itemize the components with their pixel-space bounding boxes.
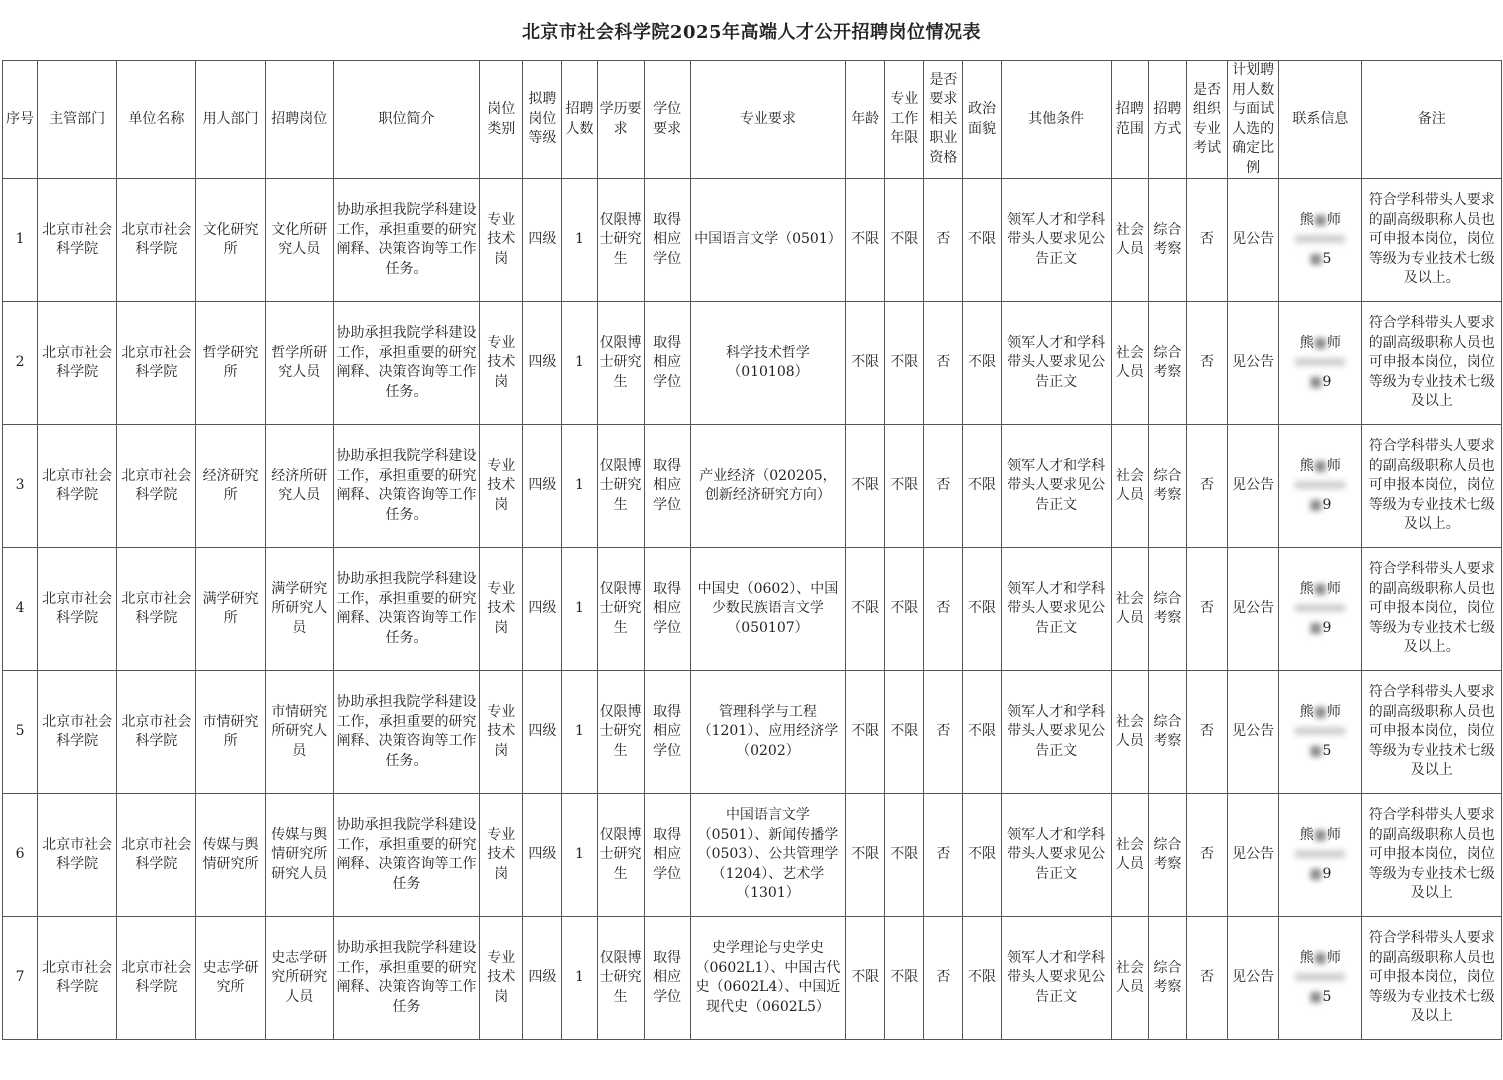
- cell-count: 1: [562, 548, 597, 671]
- header-cell: 是否组织专业考试: [1186, 61, 1227, 179]
- cell-ratio: 见公告: [1228, 425, 1279, 548]
- cell-education: 仅限博士研究生: [597, 425, 644, 548]
- header-cell: 用人部门: [196, 61, 265, 179]
- cell-post: 满学研究所研究人员: [265, 548, 333, 671]
- cell-contact: [1279, 917, 1362, 1040]
- cell-scope: 社会人员: [1111, 302, 1148, 425]
- contact-tail: 9: [1322, 619, 1332, 636]
- header-cell: 其他条件: [1001, 61, 1111, 179]
- cell-degree: 取得相应学位: [644, 302, 690, 425]
- cell-other: 领军人才和学科带头人要求见公告正文: [1001, 671, 1111, 794]
- cell-major: 管理科学与工程（1201）、应用经济学（0202）: [690, 671, 845, 794]
- cell-no: 2: [3, 302, 38, 425]
- cell-no: 5: [3, 671, 38, 794]
- contact-tail: 5: [1322, 742, 1332, 759]
- cell-degree: 取得相应学位: [644, 548, 690, 671]
- redacted-mark: ■: [1313, 826, 1327, 843]
- cell-no: 4: [3, 548, 38, 671]
- cell-ratio: 见公告: [1228, 302, 1279, 425]
- cell-unit: 北京市社会科学院: [117, 179, 196, 302]
- cell-remark: 符合学科带头人要求的副高级职称人员也可申报本岗位，岗位等级为专业技术七级及以上。: [1362, 548, 1502, 671]
- cell-count: 1: [562, 425, 597, 548]
- cell-supervisor: 北京市社会科学院: [38, 917, 117, 1040]
- cell-ratio: 见公告: [1228, 179, 1279, 302]
- cell-count: 1: [562, 794, 597, 917]
- header-cell: 联系信息: [1279, 61, 1362, 179]
- cell-dept: 文化研究所: [196, 179, 265, 302]
- cell-category: 专业技术岗: [480, 671, 523, 794]
- cell-qualification: 否: [924, 671, 963, 794]
- cell-scope: 社会人员: [1111, 794, 1148, 917]
- cell-category: 专业技术岗: [480, 179, 523, 302]
- contact-surname: 熊: [1299, 826, 1314, 843]
- cell-level: 四级: [523, 425, 562, 548]
- cell-category: 专业技术岗: [480, 548, 523, 671]
- cell-political: 不限: [963, 917, 1001, 1040]
- redacted-phone: [1295, 727, 1345, 735]
- cell-remark: 符合学科带头人要求的副高级职称人员也可申报本岗位，岗位等级为专业技术七级及以上: [1362, 794, 1502, 917]
- cell-remark: 符合学科带头人要求的副高级职称人员也可申报本岗位，岗位等级为专业技术七级及以上。: [1362, 179, 1502, 302]
- cell-age: 不限: [846, 794, 885, 917]
- cell-dept: 史志学研究所: [196, 917, 265, 1040]
- redacted-mark: ■: [1313, 211, 1327, 228]
- cell-contact: [1279, 548, 1362, 671]
- cell-post: 市情研究所研究人员: [265, 671, 333, 794]
- cell-qualification: 否: [924, 425, 963, 548]
- header-cell: 政治面貌: [963, 61, 1001, 179]
- cell-exam: 否: [1186, 794, 1227, 917]
- cell-years: 不限: [885, 794, 924, 917]
- table-row: [3, 179, 1502, 302]
- cell-dept: 经济研究所: [196, 425, 265, 548]
- cell-political: 不限: [963, 671, 1001, 794]
- cell-intro: 协助承担我院学科建设工作，承担重要的研究阐释、决策咨询等工作任务。: [333, 671, 479, 794]
- contact-title: 师: [1326, 703, 1341, 720]
- redacted-mark: ■: [1313, 334, 1327, 351]
- cell-political: 不限: [963, 794, 1001, 917]
- header-cell: 招聘岗位: [265, 61, 333, 179]
- cell-level: 四级: [523, 671, 562, 794]
- cell-intro: 协助承担我院学科建设工作，承担重要的研究阐释、决策咨询等工作任务。: [333, 179, 479, 302]
- cell-post: 哲学所研究人员: [265, 302, 333, 425]
- header-cell: 拟聘岗位等级: [523, 61, 562, 179]
- redacted-mark: ■: [1313, 580, 1327, 597]
- cell-count: 1: [562, 671, 597, 794]
- cell-category: 专业技术岗: [480, 917, 523, 1040]
- cell-remark: 符合学科带头人要求的副高级职称人员也可申报本岗位，岗位等级为专业技术七级及以上: [1362, 671, 1502, 794]
- cell-age: 不限: [846, 917, 885, 1040]
- cell-method: 综合考察: [1148, 794, 1186, 917]
- contact-title: 师: [1326, 334, 1341, 351]
- table-row: [3, 302, 1502, 425]
- header-cell: 招聘人数: [562, 61, 597, 179]
- cell-education: 仅限博士研究生: [597, 917, 644, 1040]
- cell-education: 仅限博士研究生: [597, 179, 644, 302]
- cell-method: 综合考察: [1148, 548, 1186, 671]
- cell-post: 传媒与舆情研究所研究人员: [265, 794, 333, 917]
- cell-degree: 取得相应学位: [644, 794, 690, 917]
- cell-method: 综合考察: [1148, 179, 1186, 302]
- cell-contact: [1279, 671, 1362, 794]
- header-cell: 招聘方式: [1148, 61, 1186, 179]
- cell-supervisor: 北京市社会科学院: [38, 671, 117, 794]
- cell-exam: 否: [1186, 425, 1227, 548]
- contact-surname: 熊: [1299, 457, 1314, 474]
- contact-tail: 5: [1322, 250, 1332, 267]
- cell-level: 四级: [523, 179, 562, 302]
- cell-unit: 北京市社会科学院: [117, 671, 196, 794]
- cell-method: 综合考察: [1148, 302, 1186, 425]
- cell-age: 不限: [846, 302, 885, 425]
- cell-no: 6: [3, 794, 38, 917]
- cell-supervisor: 北京市社会科学院: [38, 179, 117, 302]
- redacted-mark: ■: [1313, 457, 1327, 474]
- header-cell: 主管部门: [38, 61, 117, 179]
- cell-dept: 哲学研究所: [196, 302, 265, 425]
- cell-major: 中国语言文学（0501）、新闻传播学（0503）、公共管理学（1204）、艺术学（1301）: [690, 794, 845, 917]
- contact-surname: 熊: [1299, 211, 1314, 228]
- cell-major: 产业经济（020205，创新经济研究方向）: [690, 425, 845, 548]
- cell-exam: 否: [1186, 548, 1227, 671]
- cell-exam: 否: [1186, 917, 1227, 1040]
- header-cell: 专业要求: [690, 61, 845, 179]
- contact-tail: 9: [1322, 865, 1332, 882]
- cell-contact: [1279, 302, 1362, 425]
- cell-ratio: 见公告: [1228, 917, 1279, 1040]
- cell-exam: 否: [1186, 671, 1227, 794]
- cell-scope: 社会人员: [1111, 671, 1148, 794]
- cell-scope: 社会人员: [1111, 548, 1148, 671]
- cell-unit: 北京市社会科学院: [117, 425, 196, 548]
- cell-age: 不限: [846, 179, 885, 302]
- header-row: [3, 61, 1502, 179]
- cell-count: 1: [562, 917, 597, 1040]
- cell-contact: [1279, 179, 1362, 302]
- cell-level: 四级: [523, 302, 562, 425]
- cell-degree: 取得相应学位: [644, 179, 690, 302]
- cell-contact: [1279, 425, 1362, 548]
- redacted-mark: ■: [1313, 949, 1327, 966]
- cell-no: 7: [3, 917, 38, 1040]
- redacted-phone: [1295, 604, 1345, 612]
- cell-supervisor: 北京市社会科学院: [38, 548, 117, 671]
- cell-intro: 协助承担我院学科建设工作，承担重要的研究阐释、决策咨询等工作任务。: [333, 425, 479, 548]
- cell-other: 领军人才和学科带头人要求见公告正文: [1001, 302, 1111, 425]
- cell-education: 仅限博士研究生: [597, 302, 644, 425]
- contact-title: 师: [1326, 211, 1341, 228]
- cell-qualification: 否: [924, 794, 963, 917]
- table-row: [3, 548, 1502, 671]
- cell-level: 四级: [523, 794, 562, 917]
- cell-political: 不限: [963, 425, 1001, 548]
- cell-intro: 协助承担我院学科建设工作，承担重要的研究阐释、决策咨询等工作任务: [333, 794, 479, 917]
- cell-scope: 社会人员: [1111, 179, 1148, 302]
- header-cell: 单位名称: [117, 61, 196, 179]
- cell-supervisor: 北京市社会科学院: [38, 302, 117, 425]
- cell-unit: 北京市社会科学院: [117, 794, 196, 917]
- cell-unit: 北京市社会科学院: [117, 548, 196, 671]
- redacted-mark: ■: [1313, 703, 1327, 720]
- contact-title: 师: [1326, 457, 1341, 474]
- redacted-phone: [1295, 973, 1345, 981]
- cell-level: 四级: [523, 548, 562, 671]
- cell-years: 不限: [885, 671, 924, 794]
- cell-degree: 取得相应学位: [644, 671, 690, 794]
- cell-other: 领军人才和学科带头人要求见公告正文: [1001, 794, 1111, 917]
- header-cell: 学历要求: [597, 61, 644, 179]
- cell-dept: 满学研究所: [196, 548, 265, 671]
- cell-years: 不限: [885, 179, 924, 302]
- contact-title: 师: [1326, 580, 1341, 597]
- cell-no: 3: [3, 425, 38, 548]
- cell-years: 不限: [885, 425, 924, 548]
- cell-dept: 市情研究所: [196, 671, 265, 794]
- redacted-mark: ■: [1309, 619, 1323, 636]
- cell-years: 不限: [885, 917, 924, 1040]
- cell-category: 专业技术岗: [480, 425, 523, 548]
- cell-age: 不限: [846, 425, 885, 548]
- cell-age: 不限: [846, 671, 885, 794]
- cell-other: 领军人才和学科带头人要求见公告正文: [1001, 179, 1111, 302]
- cell-ratio: 见公告: [1228, 671, 1279, 794]
- header-cell: 年龄: [846, 61, 885, 179]
- cell-education: 仅限博士研究生: [597, 548, 644, 671]
- contact-title: 师: [1326, 949, 1341, 966]
- cell-category: 专业技术岗: [480, 794, 523, 917]
- cell-years: 不限: [885, 302, 924, 425]
- cell-education: 仅限博士研究生: [597, 671, 644, 794]
- cell-political: 不限: [963, 548, 1001, 671]
- cell-qualification: 否: [924, 179, 963, 302]
- cell-scope: 社会人员: [1111, 917, 1148, 1040]
- cell-unit: 北京市社会科学院: [117, 917, 196, 1040]
- cell-political: 不限: [963, 179, 1001, 302]
- cell-degree: 取得相应学位: [644, 917, 690, 1040]
- cell-ratio: 见公告: [1228, 548, 1279, 671]
- redacted-mark: ■: [1309, 250, 1323, 267]
- cell-post: 文化所研究人员: [265, 179, 333, 302]
- cell-degree: 取得相应学位: [644, 425, 690, 548]
- cell-major: 科学技术哲学（010108）: [690, 302, 845, 425]
- cell-method: 综合考察: [1148, 671, 1186, 794]
- cell-method: 综合考察: [1148, 917, 1186, 1040]
- cell-age: 不限: [846, 548, 885, 671]
- table-row: [3, 917, 1502, 1040]
- cell-remark: 符合学科带头人要求的副高级职称人员也可申报本岗位，岗位等级为专业技术七级及以上: [1362, 917, 1502, 1040]
- cell-remark: 符合学科带头人要求的副高级职称人员也可申报本岗位，岗位等级为专业技术七级及以上。: [1362, 425, 1502, 548]
- cell-political: 不限: [963, 302, 1001, 425]
- cell-intro: 协助承担我院学科建设工作，承担重要的研究阐释、决策咨询等工作任务。: [333, 548, 479, 671]
- cell-major: 中国史（0602）、中国少数民族语言文学（050107）: [690, 548, 845, 671]
- redacted-mark: ■: [1309, 742, 1323, 759]
- cell-post: 经济所研究人员: [265, 425, 333, 548]
- table-row: [3, 671, 1502, 794]
- header-cell: 序号: [3, 61, 38, 179]
- cell-exam: 否: [1186, 302, 1227, 425]
- cell-qualification: 否: [924, 548, 963, 671]
- cell-qualification: 否: [924, 917, 963, 1040]
- cell-method: 综合考察: [1148, 425, 1186, 548]
- cell-education: 仅限博士研究生: [597, 794, 644, 917]
- redacted-mark: ■: [1309, 373, 1323, 390]
- cell-count: 1: [562, 179, 597, 302]
- header-cell: 计划聘用人数与面试人选的确定比例: [1228, 61, 1279, 179]
- redacted-mark: ■: [1309, 496, 1323, 513]
- header-cell: 专业工作年限: [885, 61, 924, 179]
- cell-category: 专业技术岗: [480, 302, 523, 425]
- cell-other: 领军人才和学科带头人要求见公告正文: [1001, 917, 1111, 1040]
- cell-post: 史志学研究所研究人员: [265, 917, 333, 1040]
- cell-no: 1: [3, 179, 38, 302]
- header-cell: 备注: [1362, 61, 1502, 179]
- table-row: [3, 794, 1502, 917]
- cell-intro: 协助承担我院学科建设工作，承担重要的研究阐释、决策咨询等工作任务: [333, 917, 479, 1040]
- contact-tail: 9: [1322, 496, 1332, 513]
- contact-title: 师: [1326, 826, 1341, 843]
- header-cell: 职位简介: [333, 61, 479, 179]
- contact-surname: 熊: [1299, 703, 1314, 720]
- cell-exam: 否: [1186, 179, 1227, 302]
- header-cell: 学位要求: [644, 61, 690, 179]
- cell-contact: [1279, 794, 1362, 917]
- cell-major: 史学理论与史学史（0602L1）、中国古代史（0602L4）、中国近现代史（0602L5）: [690, 917, 845, 1040]
- redacted-phone: [1295, 235, 1345, 243]
- cell-unit: 北京市社会科学院: [117, 302, 196, 425]
- page-title: 北京市社会科学院2025年高端人才公开招聘岗位情况表: [521, 22, 982, 43]
- redacted-phone: [1295, 481, 1345, 489]
- cell-count: 1: [562, 302, 597, 425]
- cell-qualification: 否: [924, 302, 963, 425]
- contact-surname: 熊: [1299, 949, 1314, 966]
- contact-surname: 熊: [1299, 580, 1314, 597]
- header-cell: 是否要求相关职业资格: [924, 61, 963, 179]
- recruitment-table: [2, 60, 1502, 1040]
- table-row: [3, 425, 1502, 548]
- cell-remark: 符合学科带头人要求的副高级职称人员也可申报本岗位，岗位等级为专业技术七级及以上: [1362, 302, 1502, 425]
- cell-other: 领军人才和学科带头人要求见公告正文: [1001, 548, 1111, 671]
- cell-other: 领军人才和学科带头人要求见公告正文: [1001, 425, 1111, 548]
- contact-surname: 熊: [1299, 334, 1314, 351]
- redacted-mark: ■: [1309, 865, 1323, 882]
- cell-years: 不限: [885, 548, 924, 671]
- redacted-phone: [1295, 850, 1345, 858]
- cell-supervisor: 北京市社会科学院: [38, 794, 117, 917]
- redacted-phone: [1295, 358, 1345, 366]
- cell-level: 四级: [523, 917, 562, 1040]
- contact-tail: 5: [1322, 988, 1332, 1005]
- header-cell: 岗位类别: [480, 61, 523, 179]
- cell-ratio: 见公告: [1228, 794, 1279, 917]
- cell-intro: 协助承担我院学科建设工作，承担重要的研究阐释、决策咨询等工作任务。: [333, 302, 479, 425]
- cell-major: 中国语言文学（0501）: [690, 179, 845, 302]
- cell-scope: 社会人员: [1111, 425, 1148, 548]
- cell-dept: 传媒与舆情研究所: [196, 794, 265, 917]
- redacted-mark: ■: [1309, 988, 1323, 1005]
- header-cell: 招聘范围: [1111, 61, 1148, 179]
- contact-tail: 9: [1322, 373, 1332, 390]
- cell-supervisor: 北京市社会科学院: [38, 425, 117, 548]
